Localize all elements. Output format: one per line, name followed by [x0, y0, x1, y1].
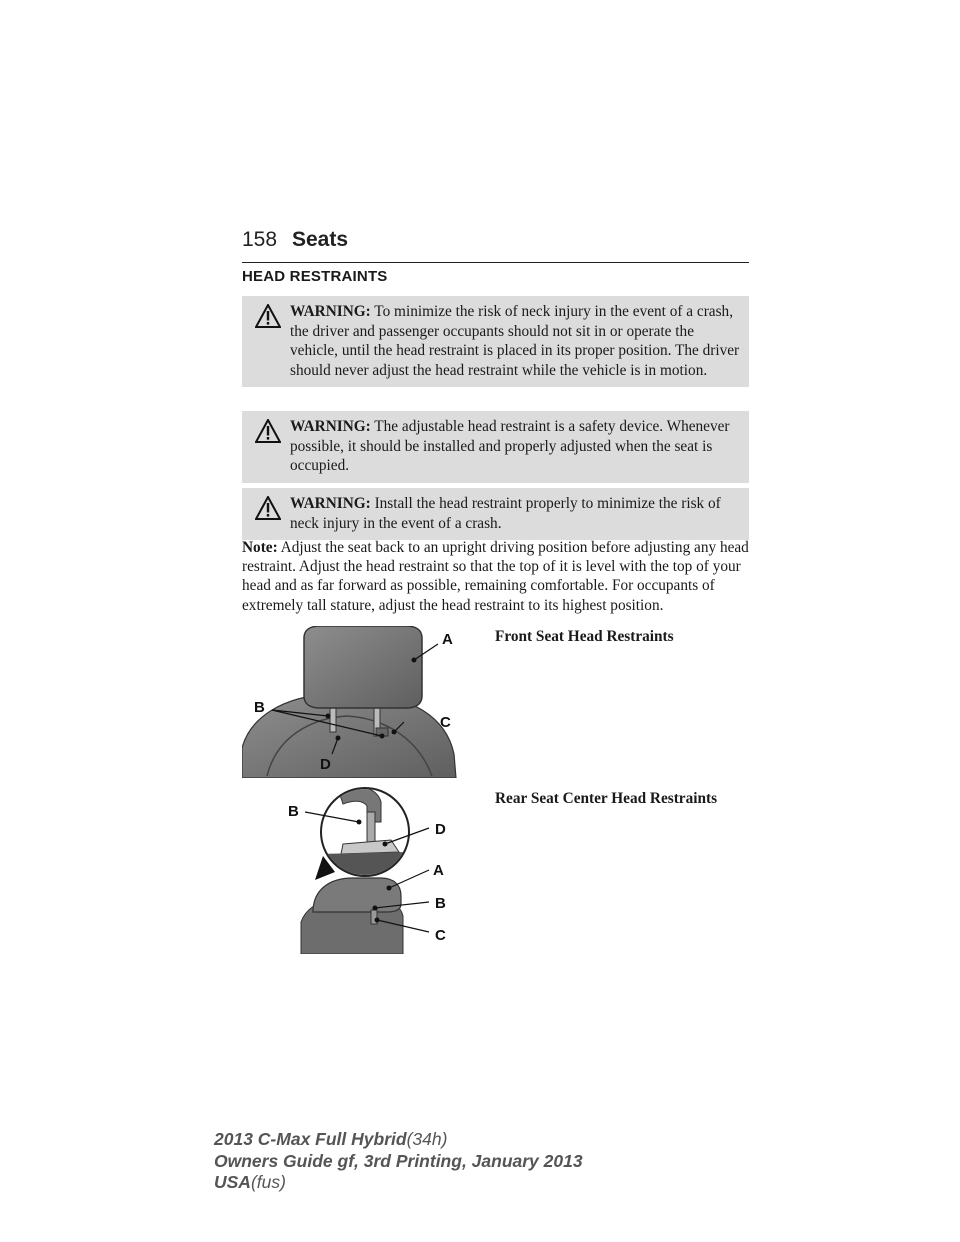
label-a: A — [442, 631, 453, 648]
section-title: Seats — [292, 228, 349, 251]
warning-box — [242, 296, 749, 387]
warning-triangle-icon — [255, 496, 281, 520]
note-text: Adjust the seat back to an upright driving position before adjusting any head restraint. Adjust the head restraint so that the top of it is level with the top of your head and as far forward as possible, remaining comfortable. For occupants of extremely tall stature, adjust the head restraint to its highest position. — [242, 539, 749, 614]
label-b-top: B — [288, 803, 299, 820]
note-label: Note: — [242, 539, 278, 556]
label-c: C — [435, 927, 446, 944]
label-c: C — [440, 714, 451, 731]
warning-label: WARNING: — [290, 495, 371, 512]
footer-market: USA — [214, 1172, 251, 1192]
front-figure-caption: Front Seat Head Restraints — [495, 628, 674, 645]
front-seat-head-restraint-illustration — [242, 626, 458, 778]
label-b: B — [435, 895, 446, 912]
label-b: B — [254, 699, 265, 716]
document-footer — [214, 1129, 583, 1194]
warning-box — [242, 488, 749, 540]
rear-seat-center-head-restraint-illustration — [283, 782, 459, 954]
page-number: 158 — [242, 228, 278, 251]
warning-label: WARNING: — [290, 418, 371, 435]
section-heading: HEAD RESTRAINTS — [242, 268, 388, 285]
warning-box — [242, 411, 749, 483]
warning-body: To minimize the risk of neck injury in the event of a crash, the driver and passenger occupants should not sit in or operate the vehicle, until the head restraint is placed in its proper position. The driver should never adjust the head restraint while the vehicle is in motion. — [290, 303, 740, 379]
footer-model: 2013 C-Max Full Hybrid — [214, 1129, 407, 1149]
warning-label: WARNING: — [290, 303, 371, 320]
rear-figure-caption: Rear Seat Center Head Restraints — [495, 790, 718, 807]
footer-guide: Owners Guide gf, 3rd Printing, January 2013 — [214, 1150, 583, 1171]
warning-triangle-icon — [255, 304, 281, 328]
warning-body: Install the head restraint properly to minimize the risk of neck injury in the event of a crash. — [290, 495, 721, 532]
warning-text — [246, 417, 743, 476]
footer-model-code: (34h) — [406, 1129, 448, 1149]
warning-text — [246, 302, 743, 380]
warning-text — [246, 494, 743, 533]
label-d: D — [435, 821, 446, 838]
note-paragraph — [242, 538, 752, 615]
label-d: D — [320, 756, 331, 773]
warning-body: The adjustable head restraint is a safety device. Whenever possible, it should be installed and properly adjusted when the seat is occupied. — [290, 418, 730, 475]
page-header — [242, 228, 749, 263]
warning-triangle-icon — [255, 419, 281, 443]
footer-market-code: (fus) — [250, 1172, 286, 1192]
label-a: A — [433, 862, 444, 879]
